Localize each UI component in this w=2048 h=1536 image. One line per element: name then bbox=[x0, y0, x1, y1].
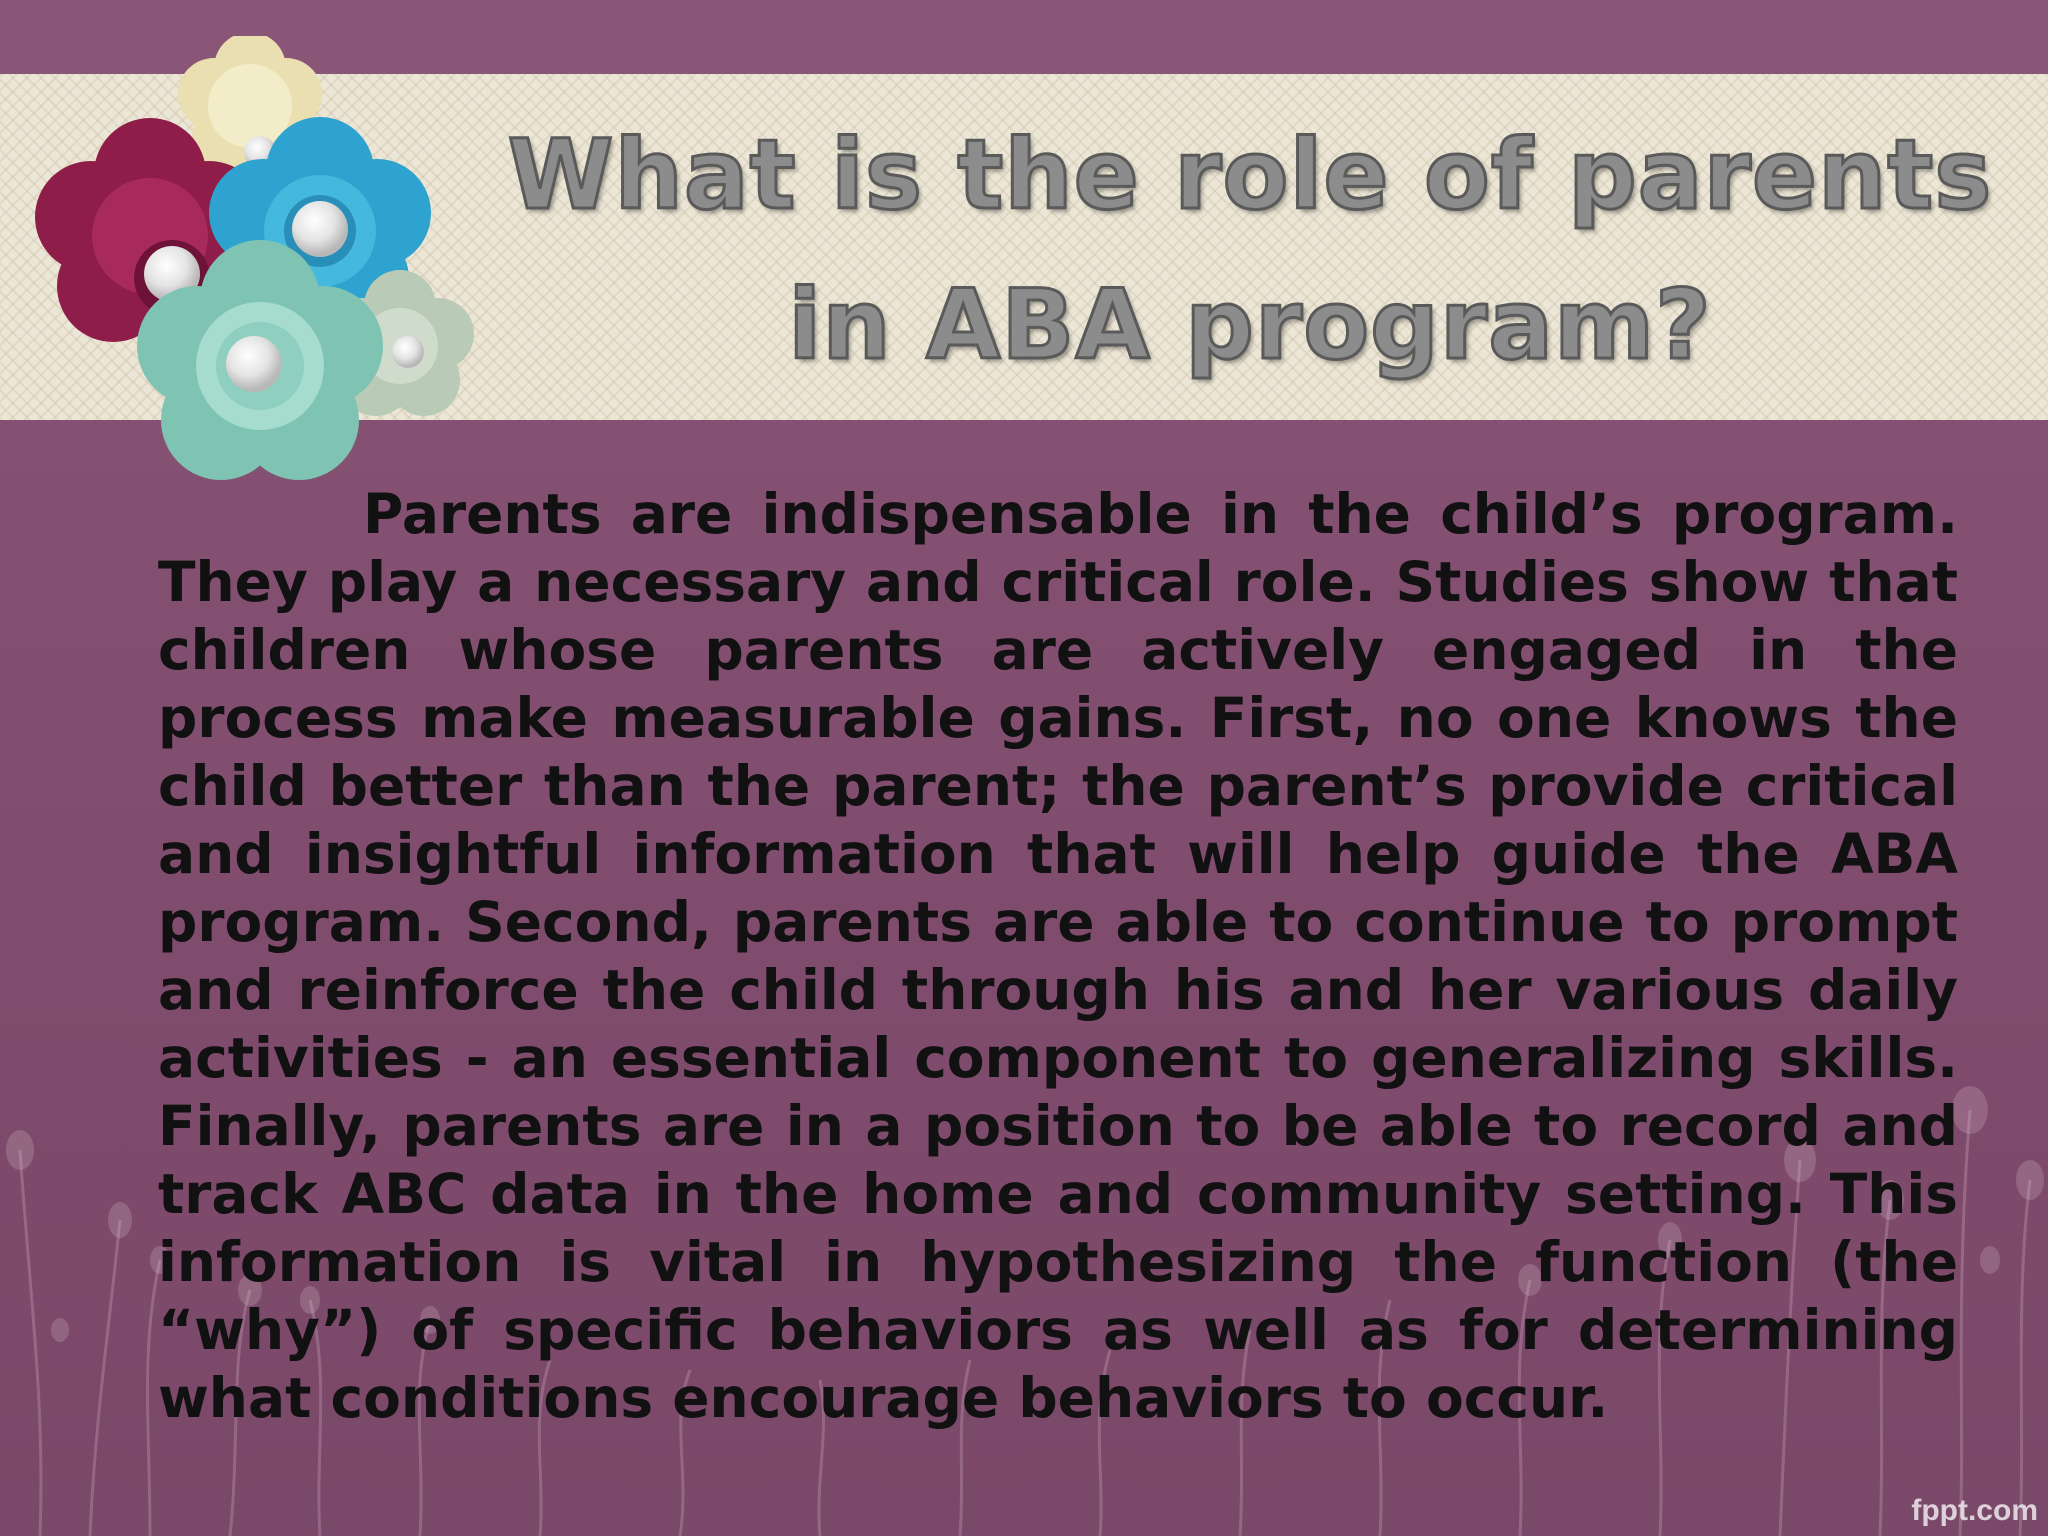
slide-title: What is the role of parents in ABA program? bbox=[507, 119, 1993, 381]
watermark-text: fppt.com bbox=[1911, 1494, 2038, 1527]
slide-body-paragraph: Parents are indispensable in the child’s program. They play a necessary and critical role. Studies show that children whose parents are actively engaged in the process make measurable gains. First, no one knows the child better than the parent; the parent’s provide critical and insightful information that will help guide the ABA program. Second, parents are able to continue to prompt and reinforce the child through his and her various daily activities - an essential component to generalizing skills. Finally, parents are in a position to be able to record and track ABC data in the home and community setting. This information is vital in hypothesizing the function (the “why”) of specific behaviors as well as for determining what conditions encourage behaviors to occur. bbox=[158, 482, 1958, 1430]
flower-cluster-icon bbox=[20, 36, 500, 506]
